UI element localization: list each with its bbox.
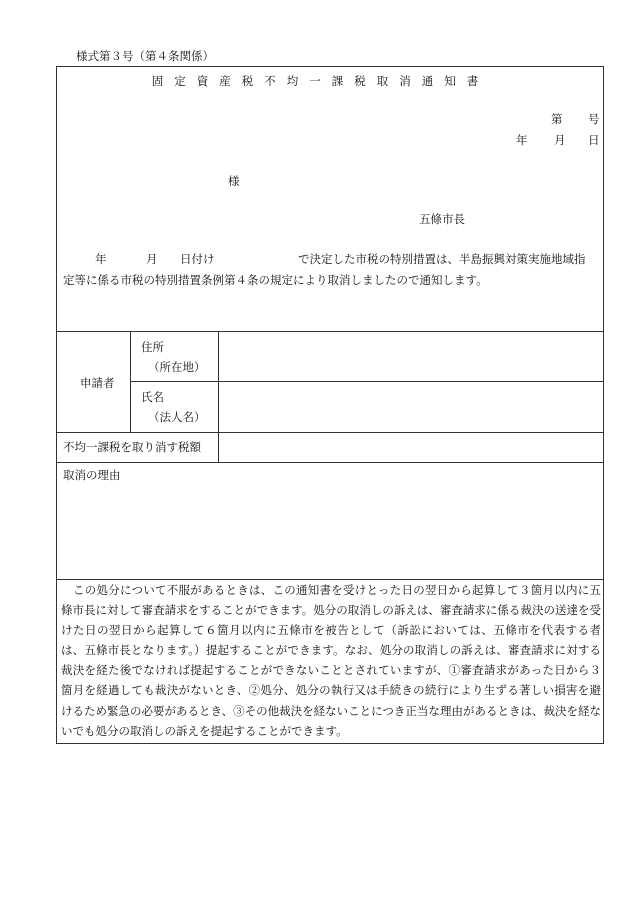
body-text-line1: で決定した市税の特別措置は、半島振興対策実施地域指 <box>298 252 586 266</box>
body-month: 月 <box>146 252 158 266</box>
appeal-notice: この処分について不服があるときは、この通知書を受けとった日の翌日から起算して３箇月以内に五條市長に対して審査請求をすることができます。処分の取消しの訴えは、審査請求に係る裁決の送達を受けた日の翌日から起算して６箇月以内に五條市を被告として（訴訟においては、五條市を代表する者は、五條市長となります。）提起することができます。なお、処分の取消しの訴えは、審査請求に対する裁決を経た後でなければ提起することができないこととされていますが、①審査請求があった日から３箇月を経過しても裁決がないとき、②処分、処分の執行又は手続きの続行により生ずる著しい損害を避けるため緊急の必要があるとき、③その他裁決を経ないことにつき正当な理由があるときは、裁決を経ないでも処分の取消しの訴えを提起することができます。 <box>61 583 601 738</box>
rule-tax-bottom <box>56 462 604 463</box>
reason-label: 取消の理由 <box>63 468 121 482</box>
date-month: 月 <box>554 133 566 147</box>
date-day: 日 <box>588 133 600 147</box>
name-sublabel: （法人名） <box>148 410 206 424</box>
applicant-label: 申請者 <box>80 376 115 390</box>
address-label: 住所 <box>141 340 164 354</box>
rule-address-bottom <box>130 381 604 382</box>
body-text-line2: 定等に係る市税の特別措置条例第４条の規定により取消しましたので通知します。 <box>63 273 488 287</box>
rule-applicant-divider <box>130 331 131 432</box>
rule-value-divider <box>218 331 219 462</box>
addressee-honorific: 様 <box>228 174 240 188</box>
name-label: 氏名 <box>141 390 164 404</box>
form-number: 様式第３号（第４条関係） <box>76 49 214 63</box>
body-dated: 日付け <box>180 252 215 266</box>
date-year: 年 <box>516 133 528 147</box>
address-sublabel: （所在地） <box>148 360 206 374</box>
document-title: 固定資産税不均一課税取消通知書 <box>151 74 490 88</box>
body-year: 年 <box>95 252 107 266</box>
rule-applicant-bottom <box>56 432 604 433</box>
rule-table-top <box>56 331 604 332</box>
doc-number-suffix: 号 <box>588 112 600 126</box>
sender-name: 五條市長 <box>419 212 465 226</box>
doc-number-label: 第 <box>551 112 563 126</box>
tax-amount-label: 不均一課税を取り消す税額 <box>63 440 201 454</box>
